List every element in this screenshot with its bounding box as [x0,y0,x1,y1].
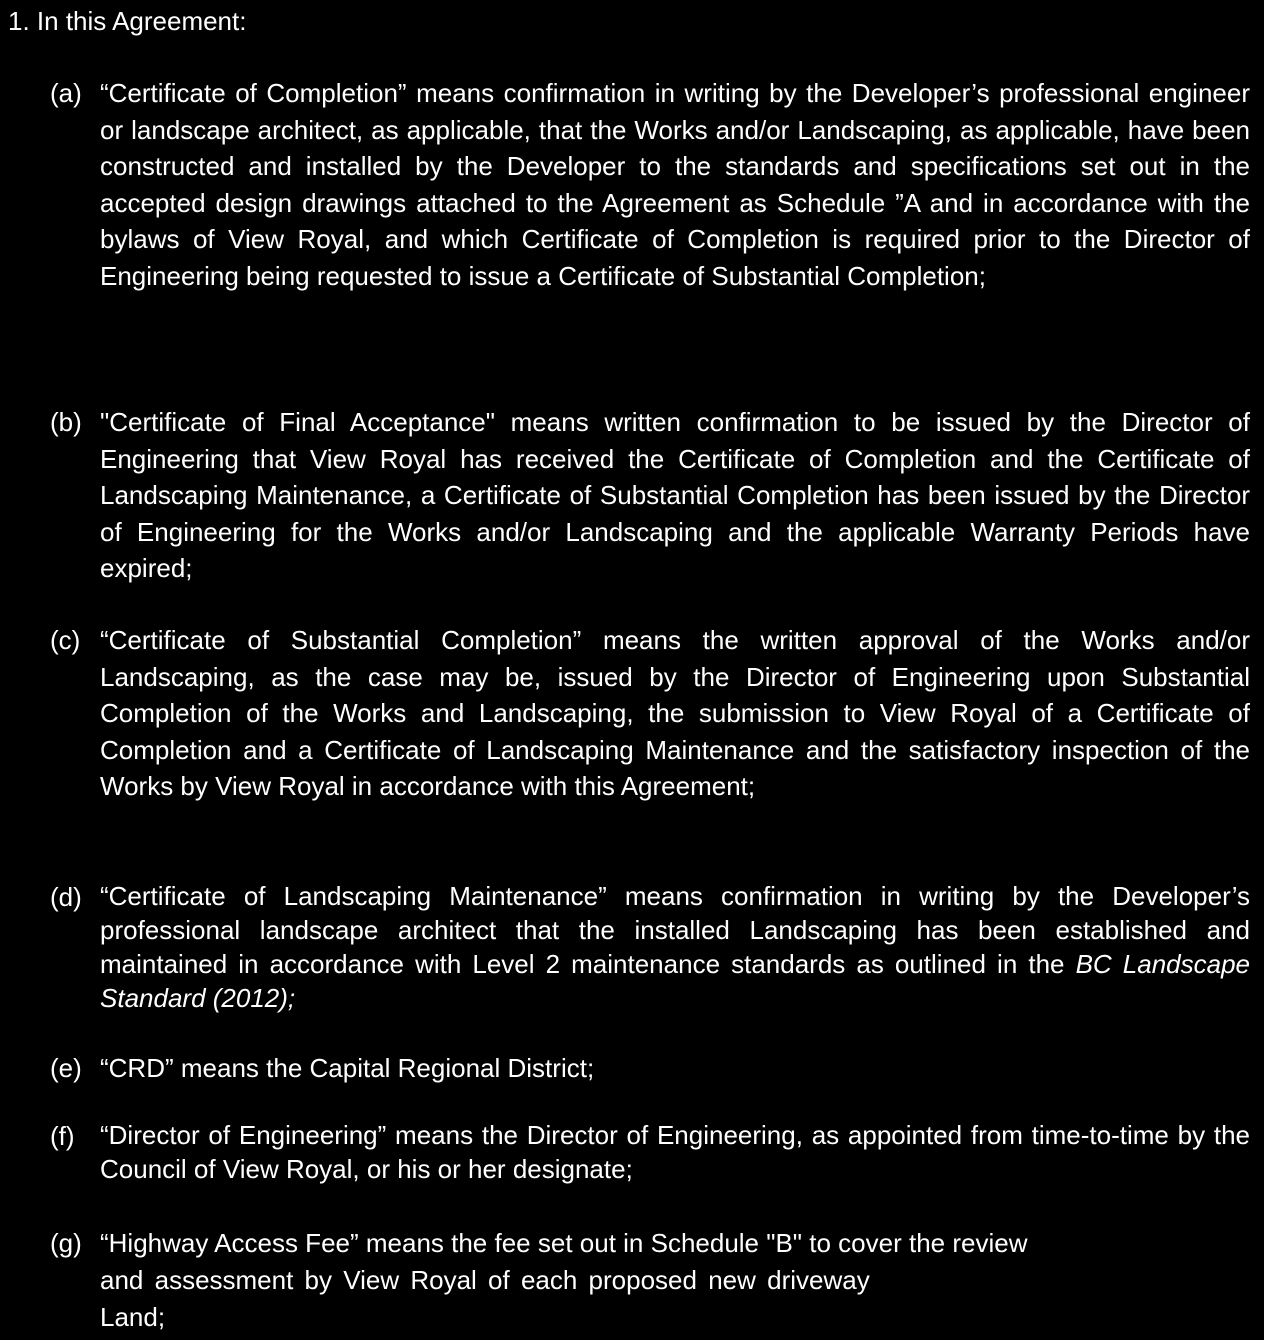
clause-text: “Certificate of Landscaping Maintenance” means confirmation in writing by the Developer’s professional landscape architect that the installed Landscaping has been established and maintained in accordance with Level 2 maintenance standards as outlined in the [100,881,1250,979]
clause-marker: (f) [50,1121,75,1151]
clause-text: “Certificate of Substantial Completion” means the written approval of the Works and/or Landscaping, as the case may be, issued by the Director of Engineering upon Substantial Completion of the Works and Landscaping, the submission to View Royal of a Certificate of Completion and a Certificate of Landscaping Maintenance and the satisfactory inspection of the Works by View Royal in accordance with this Agreement; [100,625,1250,802]
clause-text: "Certificate of Final Acceptance" means written confirmation to be issued by the Director of Engineering that View Royal has received the Certificate of Completion and the Certificate of Landscaping Maintenance, a Certificate of Substantial Completion has been issued by the Director of Engineering for the Works and/or Landscaping and the applicable Warranty Periods have expired; [100,407,1250,584]
clause-marker: (b) [50,407,82,437]
standard-reference: BC Landscape Standard (2012); [100,949,1250,1013]
clause-marker: (d) [50,882,82,912]
clause-text: “Director of Engineering” means the Director of Engineering, as appointed from time-to-time by the Council of View Royal, or his or her designate; [100,1120,1250,1184]
clause-text-line: Land; [100,1302,166,1332]
clause-marker: (a) [50,78,82,108]
clause-marker: (g) [50,1228,82,1258]
clause-marker: (c) [50,625,81,655]
clause-text: “Certificate of Completion” means confirmation in writing by the Developer’s professional engineer or landscape architect, as applicable, that the Works and/or Landscaping, as applicable, have been constructed and installed by the Developer to the standards and specifications set out in the accepted design drawings attached to the Agreement as Schedule ”A and in accordance with the bylaws of View Royal, and which Certificate of Completion is required prior to the Director of Engineering being requested to issue a Certificate of Substantial Completion; [100,78,1250,291]
clause-text-line: “Highway Access Fee” means the fee set out in Schedule "B" to cover the review [100,1228,1028,1258]
clause-text: “CRD” means the Capital Regional District; [100,1053,595,1083]
clause-marker: (e) [50,1053,82,1083]
clause-text-container [100,1225,1250,1336]
clause-text-line: and assessment by View Royal of each proposed new driveway [100,1265,870,1295]
section-heading: 1. In this Agreement: [8,6,247,36]
clause-text-container [100,879,1250,1015]
